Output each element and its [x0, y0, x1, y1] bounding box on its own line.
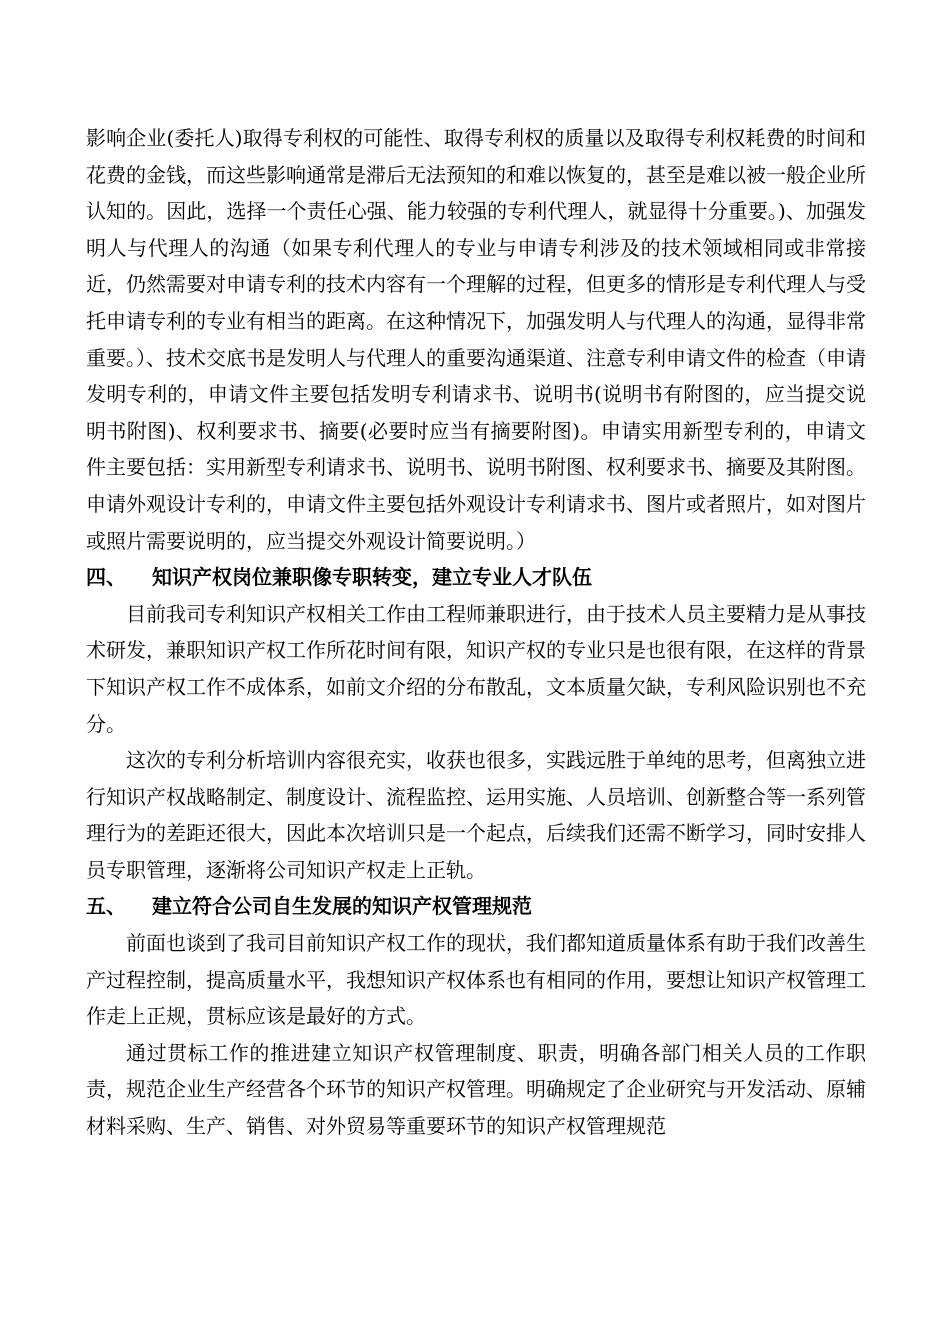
section-heading-4	[86, 559, 866, 596]
section5-paragraph-1: 前面也谈到了我司目前知识产权工作的现状，我们都知道质量体系有助于我们改善生产过程控制，提高质量水平，我想知识产权体系也有相同的作用，要想让知识产权管理工作走上正规，贯标应该是最好的方式。	[86, 931, 866, 1029]
section-number-4: 四、	[86, 565, 126, 590]
section-heading-5	[86, 888, 866, 925]
section4-paragraph-1: 目前我司专利知识产权相关工作由工程师兼职进行，由于技术人员主要精力是从事技术研发，兼职知识产权工作所花时间有限，知识产权的专业只是也很有限，在这样的背景下知识产权工作不成体系，如前文介绍的分布散乱，文本质量欠缺，专利风险识别也不充分。	[86, 601, 866, 736]
section-title-4: 知识产权岗位兼职像专职转变，建立专业人才队伍	[152, 565, 592, 590]
paragraph-intro: 影响企业(委托人)取得专利权的可能性、取得专利权的质量以及取得专利权耗费的时间和花费的金钱，而这些影响通常是滞后无法预知的和难以恢复的，甚至是难以被一般企业所认知的。因此，选择一个责任心强、能力较强的专利代理人，就显得十分重要。)、加强发明人与代理人的沟通（如果专利代理人的专业与申请专利涉及的技术领域相同或非常接近，仍然需要对申请专利的技术内容有一个理解的过程，但更多的情形是专利代理人与受托申请专利的专业有相当的距离。在这种情况下，加强发明人与代理人的沟通，显得非常重要。）、技术交底书是发明人与代理人的重要沟通渠道、注意专利申请文件的检查（申请发明专利的，申请文件主要包括发明专利请求书、说明书(说明书有附图的，应当提交说明书附图)、权利要求书、摘要(必要时应当有摘要附图)。申请实用新型专利的，申请文件主要包括：实用新型专利请求书、说明书、说明书附图、权利要求书、摘要及其附图。申请外观设计专利的，申请文件主要包括外观设计专利请求书、图片或者照片，如对图片或照片需要说明的，应当提交外观设计简要说明。）	[86, 126, 866, 553]
section-number-5: 五、	[86, 894, 126, 919]
section-title-5: 建立符合公司自生发展的知识产权管理规范	[152, 894, 532, 919]
section5-paragraph-2: 通过贯标工作的推进建立知识产权管理制度、职责，明确各部门相关人员的工作职责，规范企业生产经营各个环节的知识产权管理。明确规定了企业研究与开发活动、原辅材料采购、生产、销售、对外贸易等重要环节的知识产权管理规范	[86, 1040, 866, 1139]
document-body	[86, 120, 866, 1145]
section4-paragraph-2: 这次的专利分析培训内容很充实，收获也很多，实践远胜于单纯的思考，但离独立进行知识产权战略制定、制度设计、流程监控、运用实施、人员培训、创新整合等一系列管理行为的差距还很大，因此本次培训只是一个起点，后续我们还需不断学习，同时安排人员专职管理，逐渐将公司知识产权走上正轨。	[86, 748, 866, 882]
